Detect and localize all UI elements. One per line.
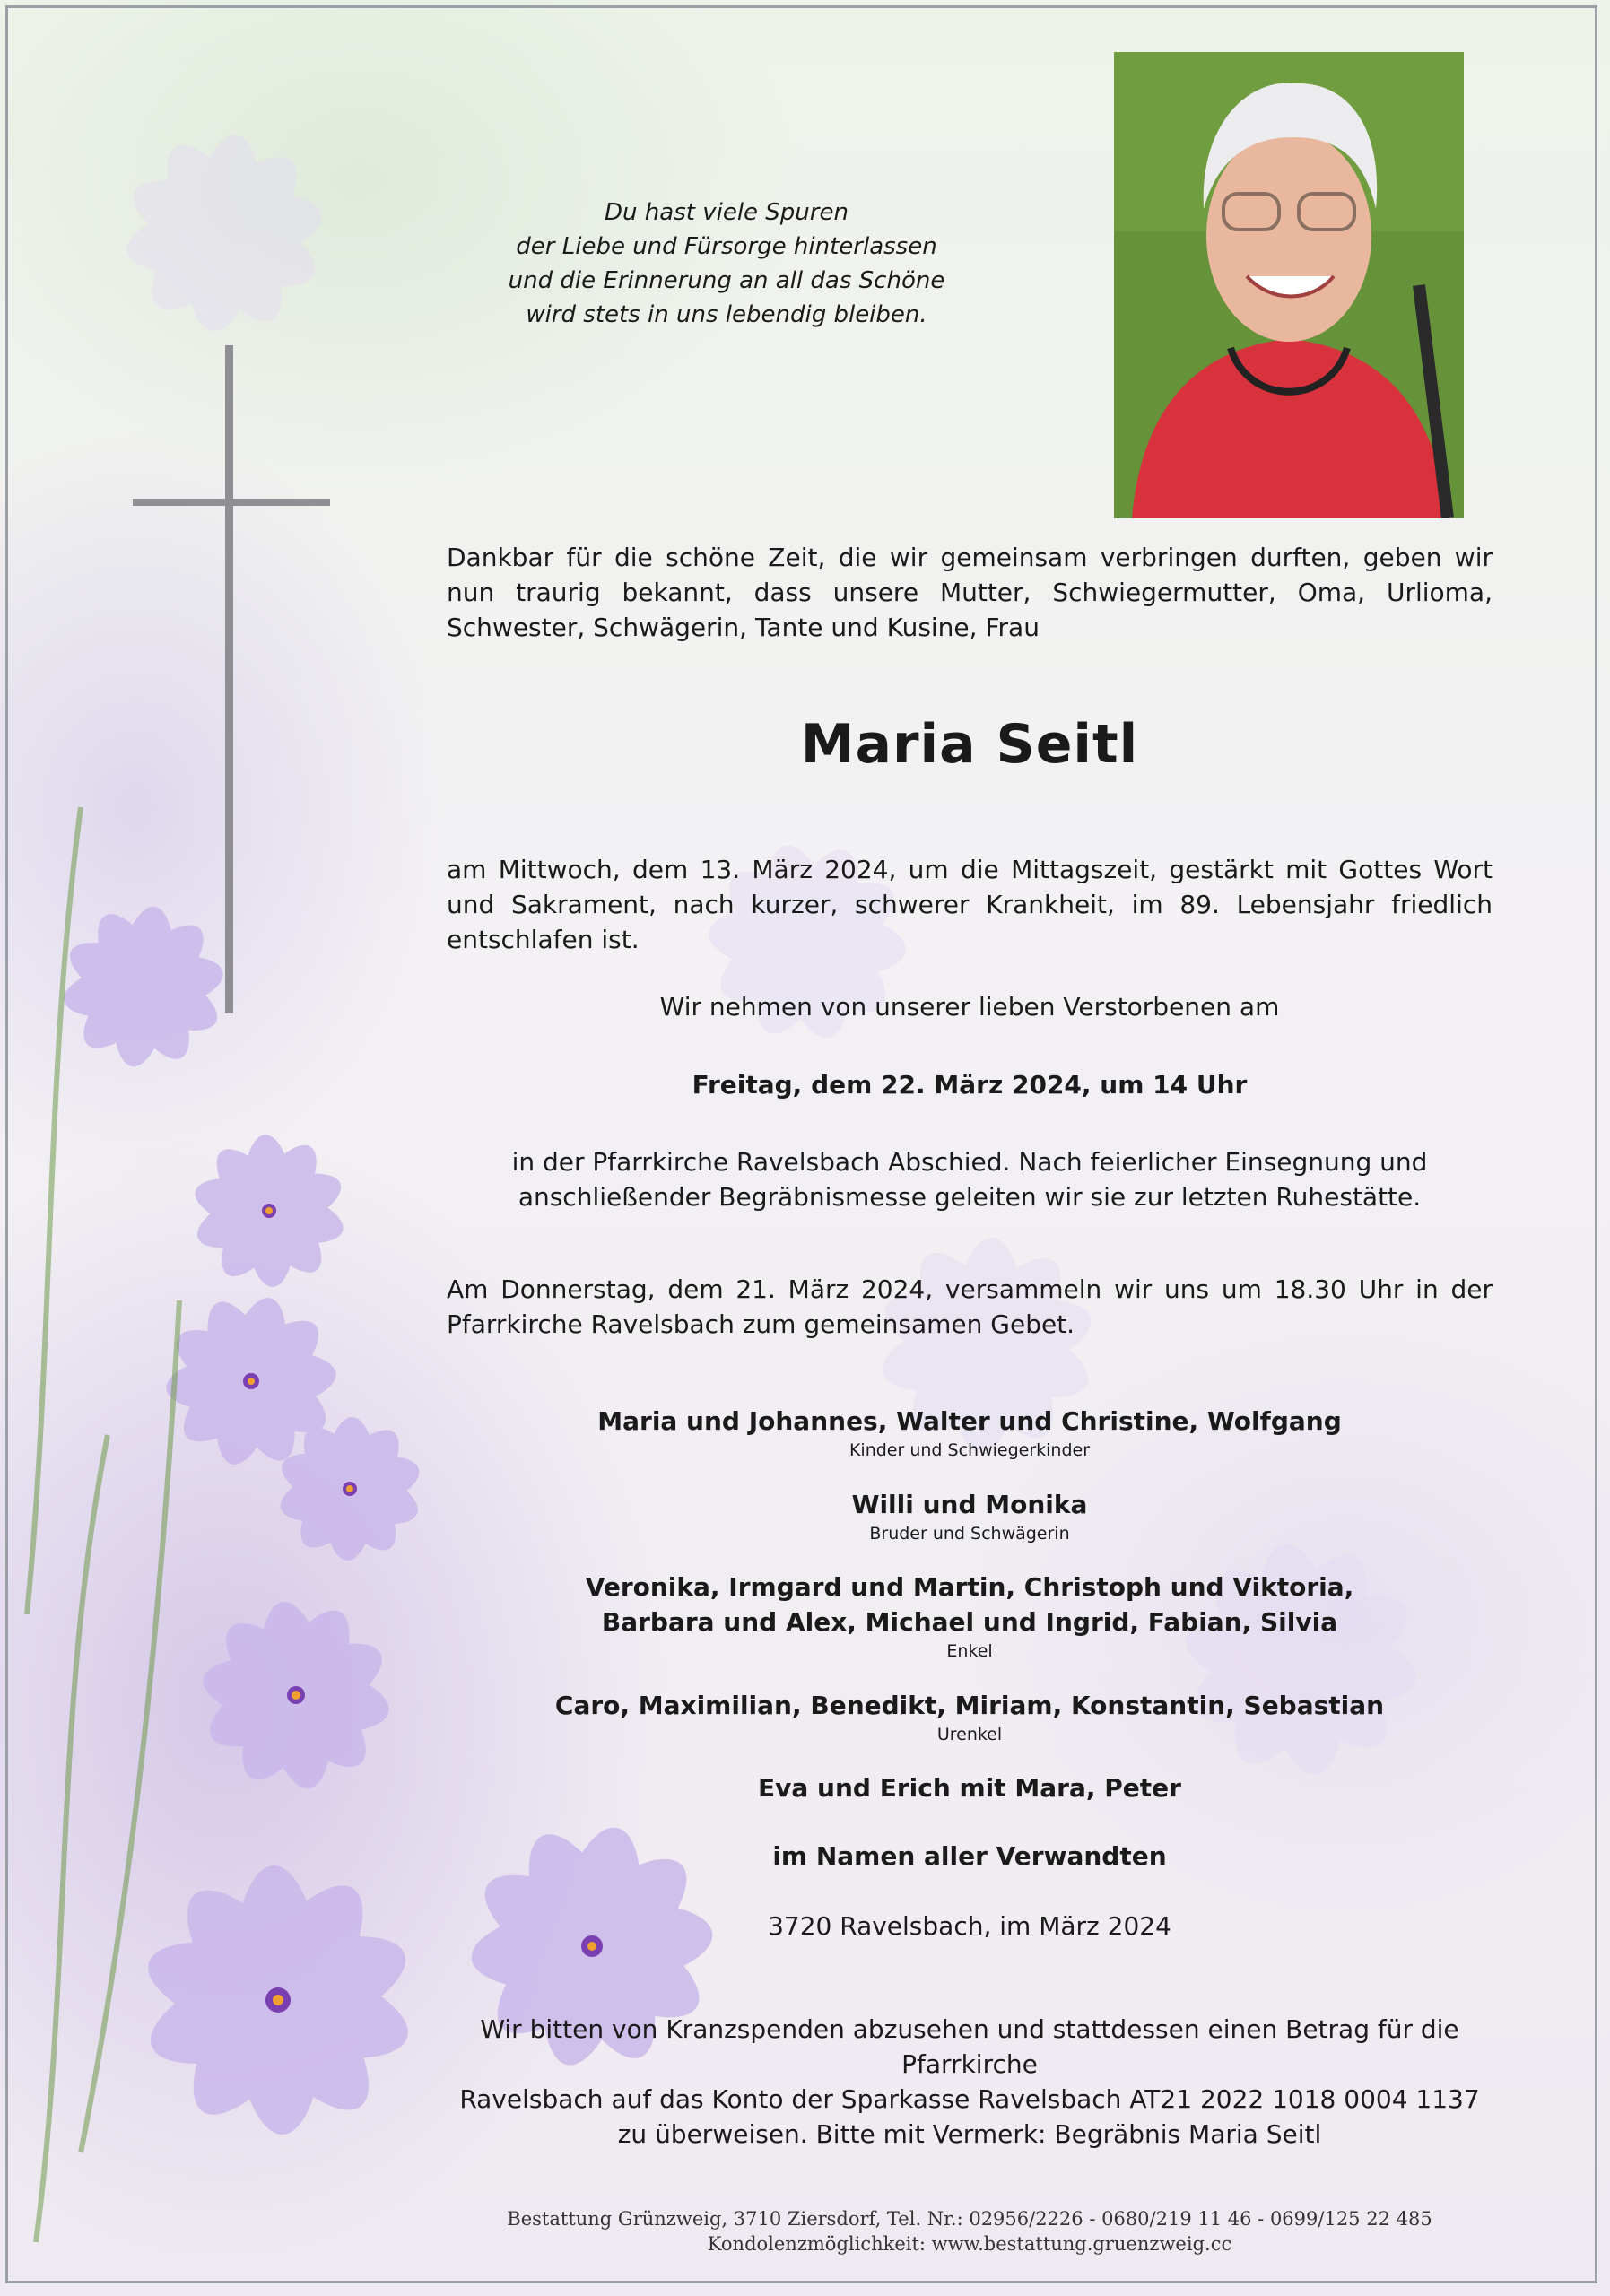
donation-line: Ravelsbach auf das Konto der Sparkasse Ravelsbach AT21 2022 1018 0004 1137 [459, 2084, 1480, 2114]
mourner-names: Veronika, Irmgard und Martin, Christoph und Viktoria, [585, 1572, 1354, 1602]
donation-line: zu überweisen. Bitte mit Vermerk: Begräbnis Maria Seitl [617, 2119, 1322, 2149]
funeral-place-line: anschließender Begräbnismesse geleiten wir sie zur letzten Ruhestätte. [518, 1182, 1422, 1212]
intro-paragraph: Dankbar für die schöne Zeit, die wir gemeinsam verbringen durften, geben wir nun traurig bekannt, dass unsere Mutter, Schwiegermutter, Oma, Urlioma, Schwester, Schwägerin, Tante und Kusine, Frau [447, 543, 1493, 642]
death-notice: am Mittwoch, dem 13. März 2024, um die Mittagszeit, gestärkt mit Gottes Wort und Sakrament, nach kurzer, schwerer Krankheit, im 89. Lebensjahr friedlich entschlafen ist. [447, 855, 1493, 954]
footer-contact: Bestattung Grünzweig, 3710 Ziersdorf, Tel. Nr.: 02956/2226 - 0680/219 11 46 - 0699/125 22 485 [507, 2208, 1432, 2230]
farewell-intro: Wir nehmen von unserer lieben Verstorbenen am [659, 992, 1280, 1022]
donation-line: Wir bitten von Kranzspenden abzusehen und stattdessen einen Betrag für die Pfarrkirche [480, 2014, 1459, 2079]
mourner-relation: Urenkel [936, 1725, 1003, 1744]
quote-line: wird stets in uns lebendig bleiben. [526, 301, 927, 328]
mourner-relation: Bruder und Schwägerin [869, 1524, 1070, 1544]
funeral-home-footer [447, 2206, 1493, 2257]
deceased-name: Maria Seitl [800, 713, 1139, 776]
mourner-group [447, 1404, 1493, 1462]
memorial-quote [484, 196, 969, 332]
mourner-relation: Kinder und Schwiegerkinder [849, 1440, 1091, 1460]
quote-line: und die Erinnerung an all das Schöne [508, 267, 945, 294]
donation-note [447, 2012, 1493, 2152]
funeral-place [447, 1144, 1493, 1214]
mourner-group [447, 1688, 1493, 1746]
prayer-notice: Am Donnerstag, dem 21. März 2024, versammeln wir uns um 18.30 Uhr in der Pfarrkirche Ravelsbach zum gemeinsamen Gebet. [447, 1274, 1493, 1339]
mourner-names: Maria und Johannes, Walter und Christine, Wolfgang [597, 1406, 1342, 1436]
mourner-relation: Enkel [946, 1641, 993, 1661]
mourner-group [447, 1570, 1493, 1663]
mourner-names: Eva und Erich mit Mara, Peter [758, 1773, 1181, 1803]
relatives-line: im Namen aller Verwandten [772, 1841, 1167, 1871]
mourner-names: Caro, Maximilian, Benedikt, Miriam, Konstantin, Sebastian [554, 1691, 1385, 1720]
funeral-place-line: in der Pfarrkirche Ravelsbach Abschied. Nach feierlicher Einsegnung und [511, 1147, 1428, 1177]
quote-line: der Liebe und Fürsorge hinterlassen [516, 233, 937, 260]
footer-condolence-link[interactable]: Kondolenzmöglichkeit: www.bestattung.gruenzweig.cc [707, 2233, 1232, 2255]
mourner-names: Barbara und Alex, Michael und Ingrid, Fabian, Silvia [601, 1607, 1338, 1637]
place-date: 3720 Ravelsbach, im März 2024 [768, 1911, 1171, 1941]
quote-line: Du hast viele Spuren [605, 199, 849, 226]
mourner-names: Willi und Monika [851, 1490, 1088, 1519]
mourner-group [447, 1487, 1493, 1545]
funeral-date: Freitag, dem 22. März 2024, um 14 Uhr [692, 1070, 1248, 1100]
portrait-photo [1114, 52, 1464, 518]
